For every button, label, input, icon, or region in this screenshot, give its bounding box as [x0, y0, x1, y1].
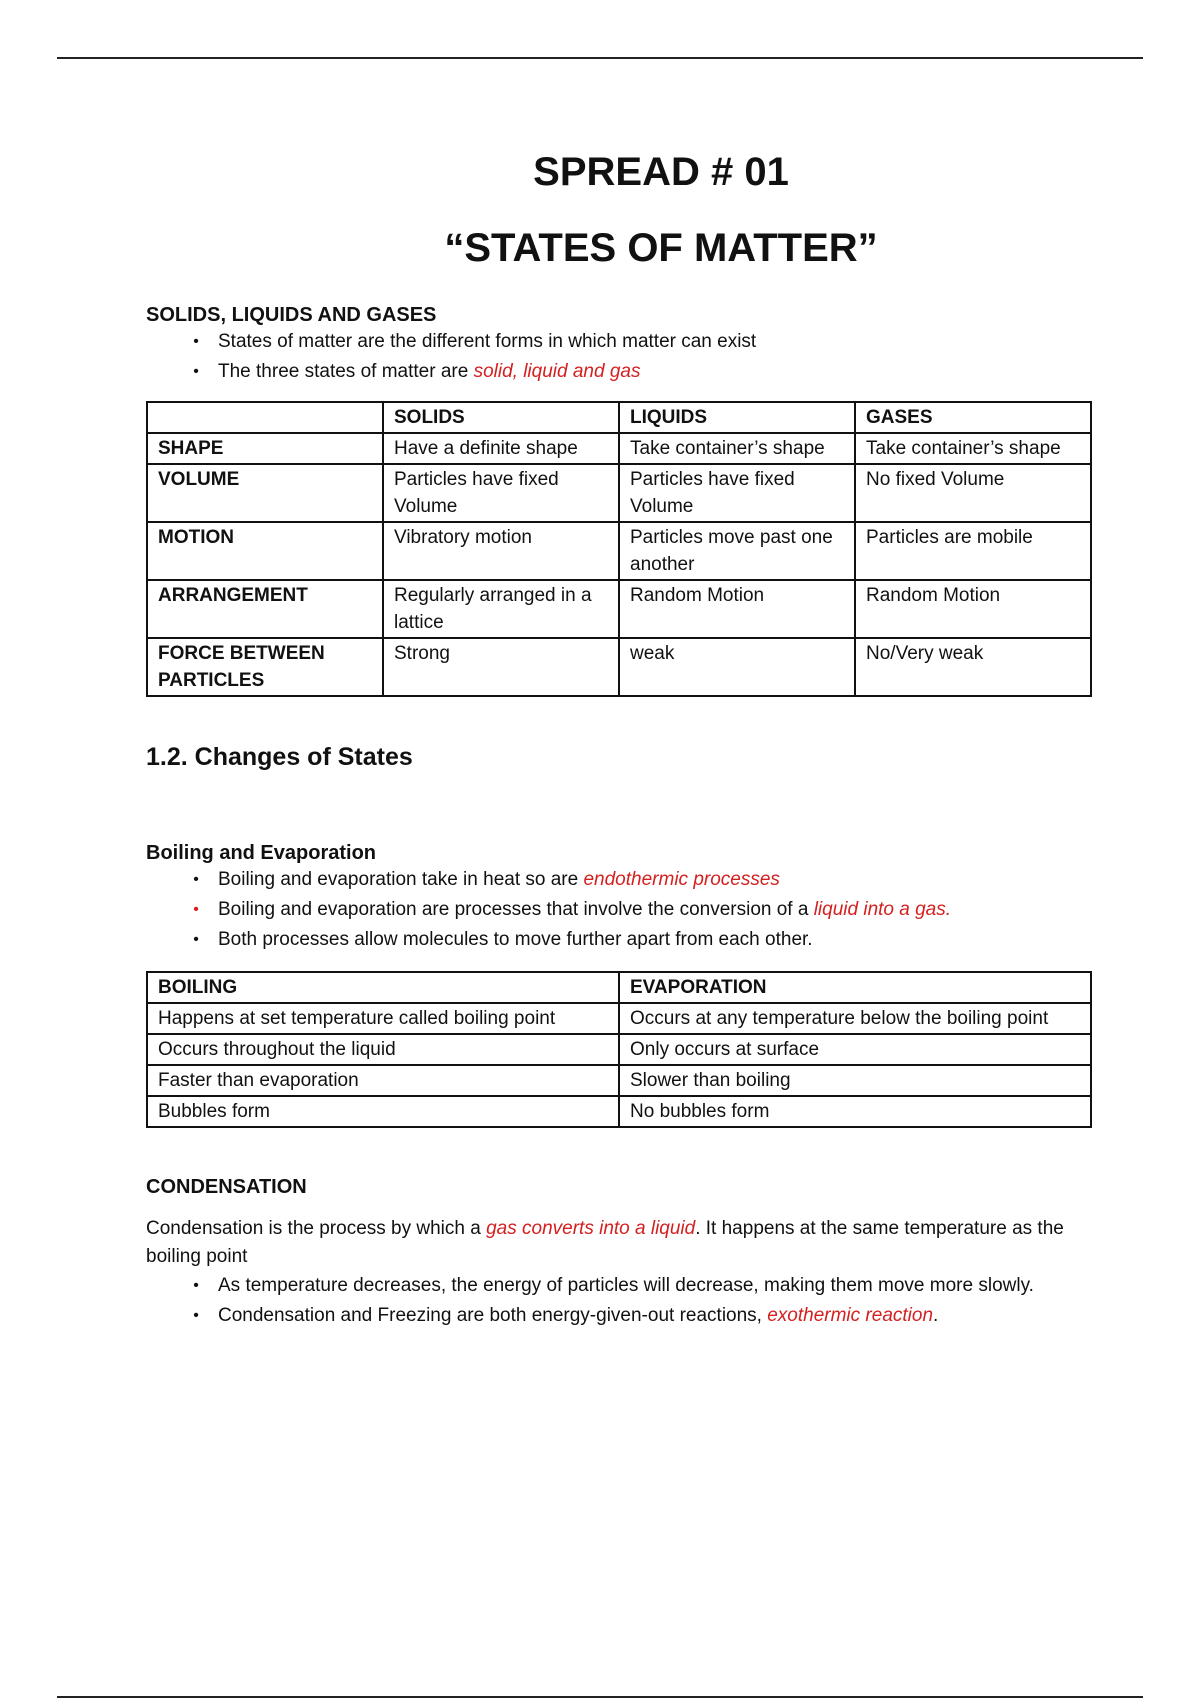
table-row — [147, 1034, 1091, 1065]
table-cell: Particles move past one another — [619, 522, 855, 580]
table-row — [147, 580, 1091, 638]
top-rule — [57, 57, 1143, 59]
table-cell: Bubbles form — [147, 1096, 619, 1127]
bullet-list-states — [146, 327, 1090, 387]
table-cell: Strong — [383, 638, 619, 696]
highlight-text: gas converts into a liquid — [486, 1218, 696, 1239]
table-cell: Random Motion — [855, 580, 1091, 638]
table-row — [147, 464, 1091, 522]
document-body — [146, 140, 1090, 1331]
highlight-text: endothermic processes — [583, 869, 780, 890]
bullet-icon: • — [193, 901, 199, 918]
table-row — [147, 1096, 1091, 1127]
table-cell: Take container’s shape — [619, 433, 855, 464]
list-item: • States of matter are the different forms in which matter can exist — [186, 327, 1090, 357]
table-cell: Regularly arranged in a lattice — [383, 580, 619, 638]
table-cell: No/Very weak — [855, 638, 1091, 696]
list-item: • The three states of matter are solid, liquid and gas — [186, 357, 1090, 387]
table-cell: Random Motion — [619, 580, 855, 638]
table-header-cell: GASES — [855, 402, 1091, 433]
section-heading-condensation: CONDENSATION — [146, 1176, 307, 1198]
section-heading-changes-of-states: 1.2. Changes of States — [146, 743, 413, 771]
table-cell: Occurs throughout the liquid — [147, 1034, 619, 1065]
boiling-vs-evaporation-table — [146, 971, 1092, 1128]
table-cell: weak — [619, 638, 855, 696]
table-header-cell: BOILING — [147, 972, 619, 1003]
table-cell: Occurs at any temperature below the boiling point — [619, 1003, 1091, 1034]
table-cell: Only occurs at surface — [619, 1034, 1091, 1065]
list-item: • Both processes allow molecules to move further apart from each other. — [186, 925, 1090, 955]
table-row — [147, 1065, 1091, 1096]
highlight-text: solid, liquid and gas — [473, 361, 641, 382]
table-cell: Happens at set temperature called boiling point — [147, 1003, 619, 1034]
table-cell: Take container’s shape — [855, 433, 1091, 464]
highlight-text: liquid into a gas. — [813, 899, 952, 920]
table-cell: Vibratory motion — [383, 522, 619, 580]
subsection-heading-boiling-evaporation: Boiling and Evaporation — [146, 842, 377, 864]
table-header-cell: EVAPORATION — [619, 972, 1091, 1003]
section-heading-solids-liquids-gases: SOLIDS, LIQUIDS AND GASES — [146, 304, 437, 326]
bullet-icon: • — [193, 363, 199, 380]
table-cell: No fixed Volume — [855, 464, 1091, 522]
table-cell: Slower than boiling — [619, 1065, 1091, 1096]
bullet-icon: • — [193, 1277, 199, 1294]
bullet-icon: • — [193, 1307, 199, 1324]
table-header-cell: LIQUIDS — [619, 402, 855, 433]
row-label-cell: MOTION — [147, 522, 383, 580]
row-label-cell: VOLUME — [147, 464, 383, 522]
bottom-rule — [57, 1696, 1143, 1698]
bullet-list-condensation — [146, 1271, 1090, 1331]
row-label-cell: ARRANGEMENT — [147, 580, 383, 638]
table-cell: Faster than evaporation — [147, 1065, 619, 1096]
table-row — [147, 1003, 1091, 1034]
bullet-icon: • — [193, 871, 199, 888]
table-header-row — [147, 402, 1091, 433]
page-subtitle: “STATES OF MATTER” — [444, 226, 878, 270]
list-item: • As temperature decreases, the energy of particles will decrease, making them move more slowly. — [186, 1271, 1090, 1301]
condensation-paragraph: Condensation is the process by which a gas converts into a liquid. It happens at the same temperature as the boiling point — [146, 1218, 1064, 1267]
table-header-cell — [147, 402, 383, 433]
list-item: • Boiling and evaporation take in heat so are endothermic processes — [186, 865, 1090, 895]
table-cell: No bubbles form — [619, 1096, 1091, 1127]
table-cell: Particles are mobile — [855, 522, 1091, 580]
states-of-matter-table — [146, 401, 1092, 697]
table-cell: Particles have fixed Volume — [619, 464, 855, 522]
table-cell: Have a definite shape — [383, 433, 619, 464]
page-title: SPREAD # 01 — [533, 150, 789, 194]
table-row — [147, 433, 1091, 464]
list-item: • Boiling and evaporation are processes that involve the conversion of a liquid into a gas. — [186, 895, 1090, 925]
list-item: • Condensation and Freezing are both energy-given-out reactions, exothermic reaction. — [186, 1301, 1090, 1331]
row-label-cell: SHAPE — [147, 433, 383, 464]
table-header-cell: SOLIDS — [383, 402, 619, 433]
bullet-list-boiling — [146, 865, 1090, 955]
table-cell: Particles have fixed Volume — [383, 464, 619, 522]
bullet-icon: • — [193, 333, 199, 350]
row-label-cell: FORCE BETWEEN PARTICLES — [147, 638, 383, 696]
table-header-row — [147, 972, 1091, 1003]
bullet-icon: • — [193, 931, 199, 948]
table-row — [147, 522, 1091, 580]
table-row — [147, 638, 1091, 696]
highlight-text: exothermic reaction — [767, 1305, 934, 1326]
